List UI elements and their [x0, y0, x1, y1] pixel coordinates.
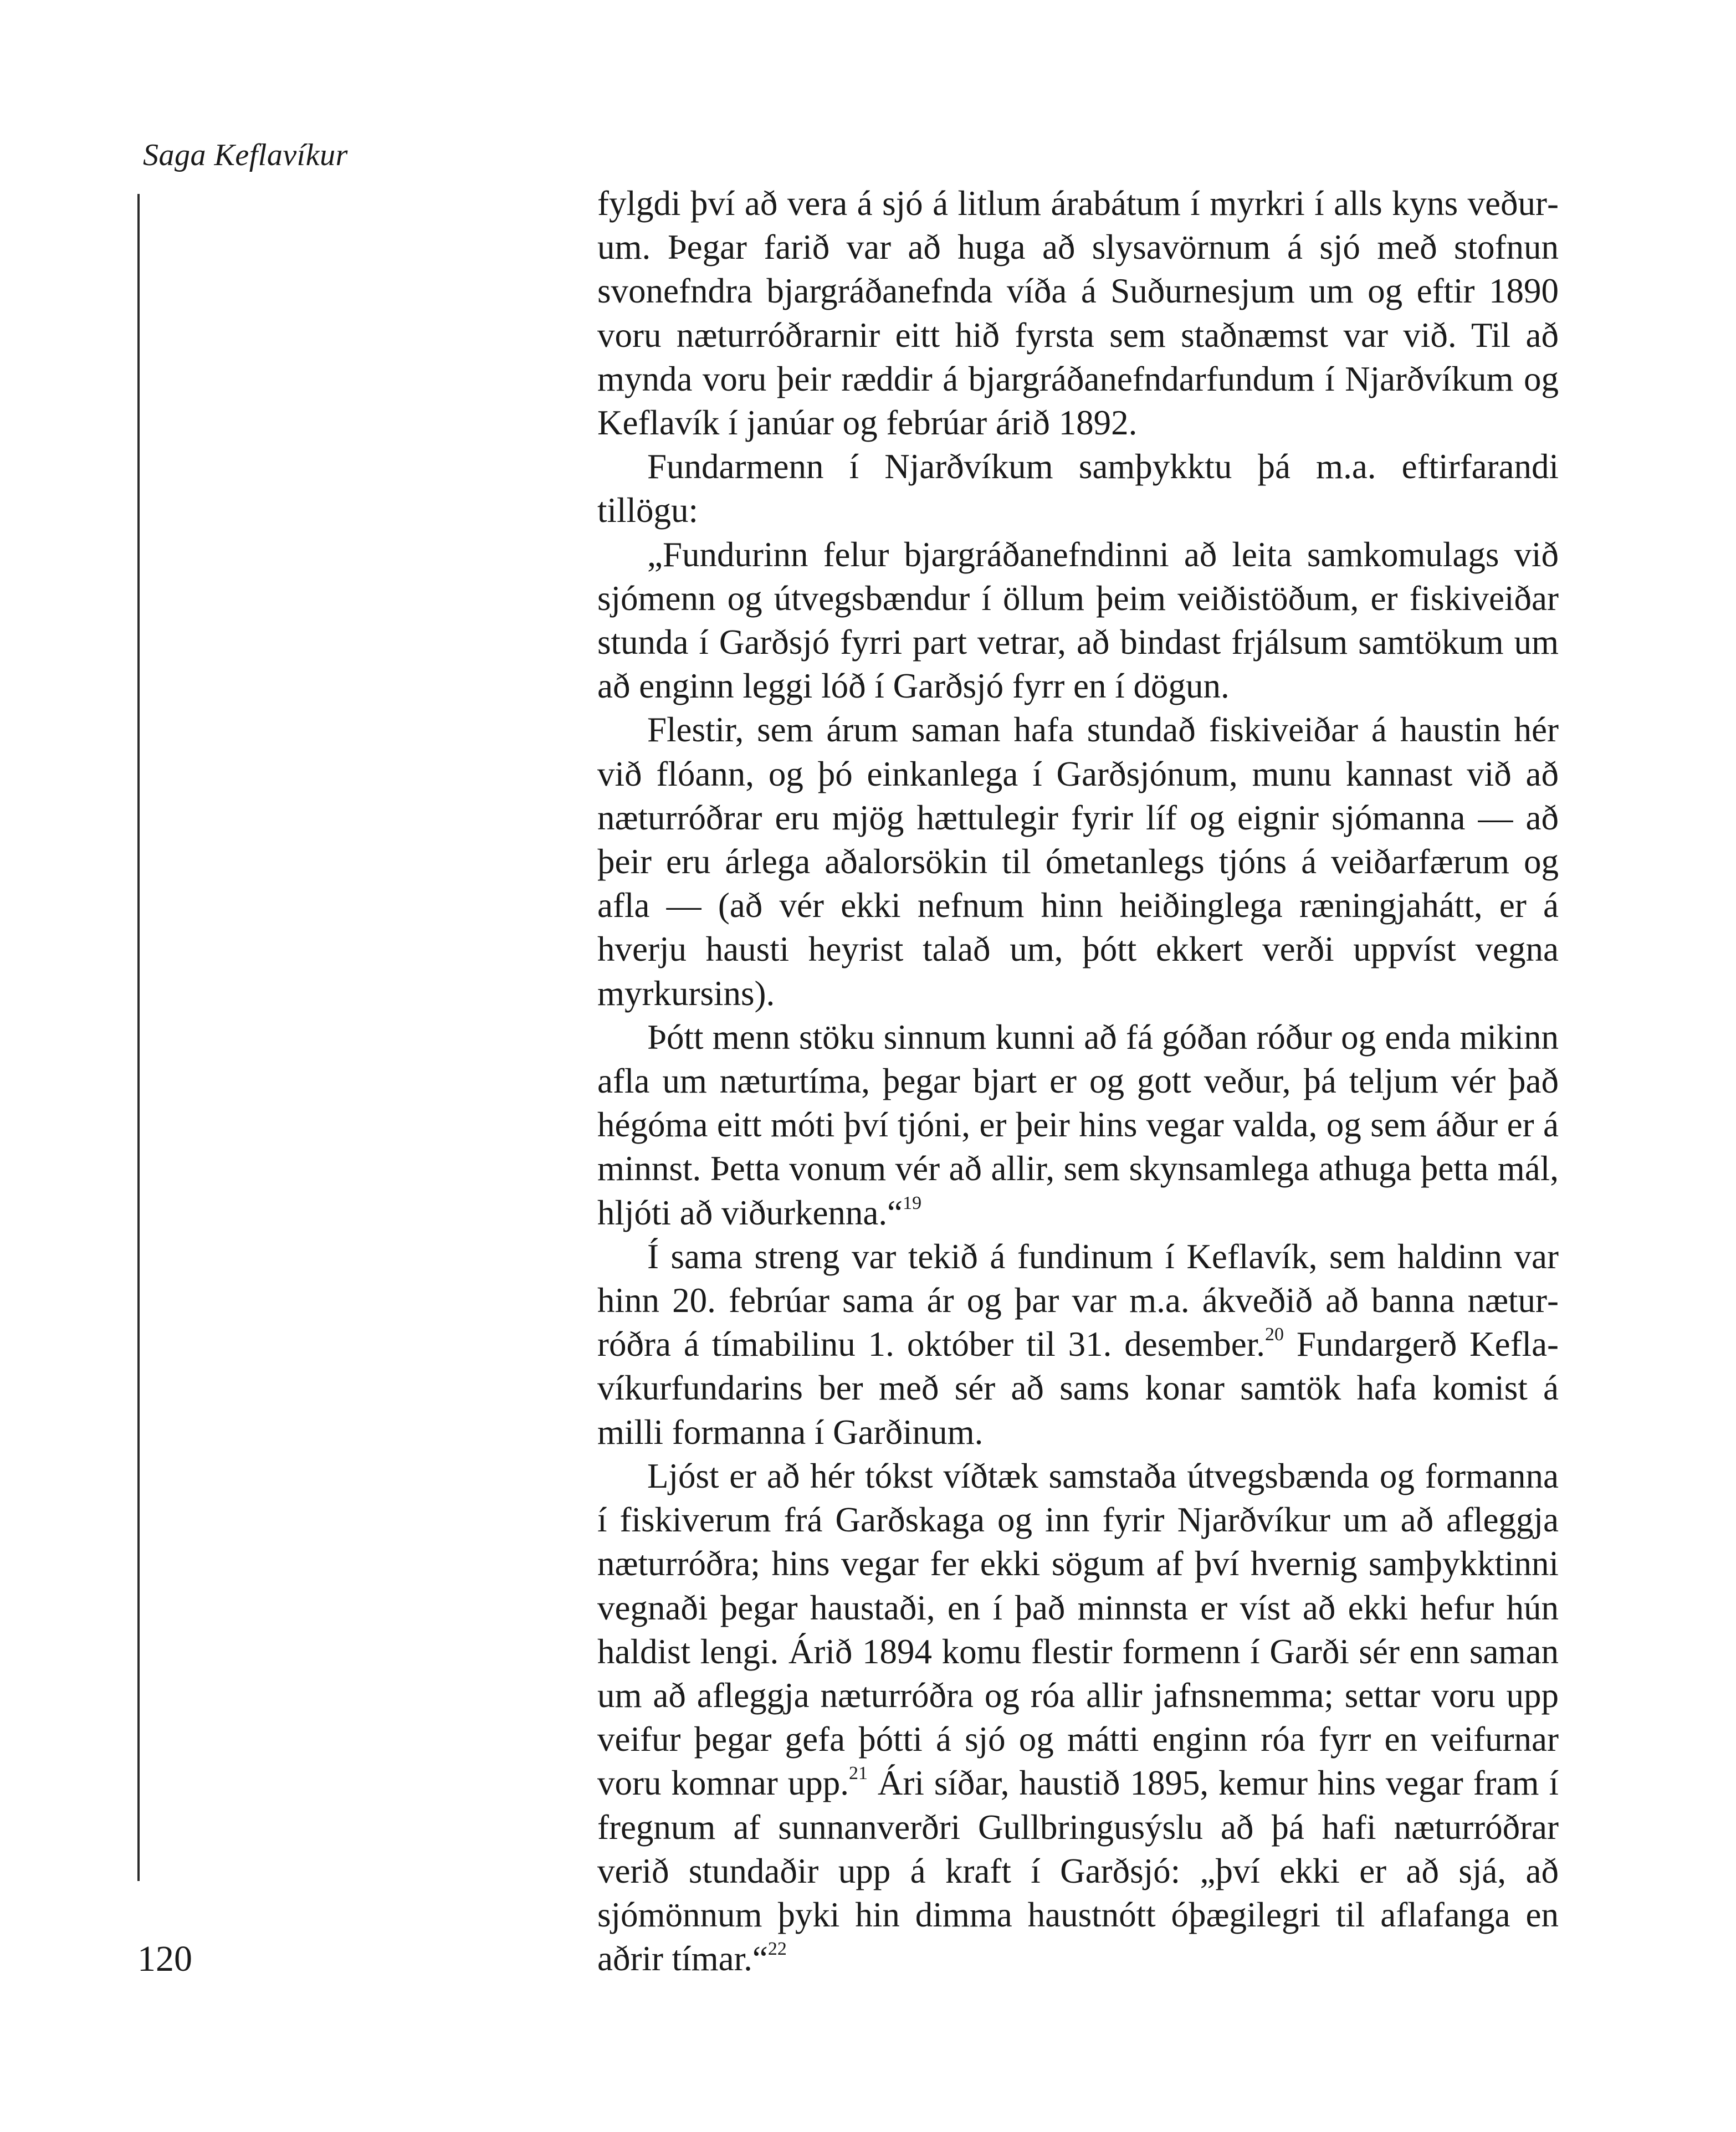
margin-rule [137, 194, 140, 1881]
footnote-ref-20: 20 [1264, 1324, 1284, 1345]
footnote-ref-22: 22 [767, 1939, 787, 1960]
paragraph-4-text-middle: Ári síðar, haustið 1895, kemur hins vegar fram í fregnum af sunnanverðri Gullbringusýslu að þá hafi næturróðrar verið stundaðir upp á kraft í Garðsjó: „því ekki er að sjá, að sjómönnum þyki hin dimma haustnótt óþægilegri til aflafanga en aðrir tímar.“ [597, 1764, 1559, 1979]
paragraph-3-text-after: Fundargerð Keflavíkurfundarins ber með sér að sams konar samtök hafa komist á milli formanna í Garðinum. [597, 1325, 1559, 1452]
paragraph-2: Fundarmenn í Njarðvíkum samþykktu þá m.a. eftirfarandi tillögu: [597, 447, 1559, 530]
paragraph-4-text-before: Ljóst er að hér tókst víðtæk samstaða útvegsbænda og formanna í fiskiverum frá Garðskaga og inn fyrir Njarðvíkur um að afleggja næturróðra; hins vegar fer ekki sögum af því hvernig samþykktinni vegnaði þegar haustaði, en í það minnsta er víst að ekki hefur hún haldist lengi. Árið 1894 komu flestir formenn í Garði sér enn saman um að afleggja næturróðra og róa allir jafnsnemma; settar voru upp veifur þegar gefa þótti á sjó og mátti enginn róa fyrr en veifurnar voru komnar upp. [597, 1456, 1559, 1803]
running-title: Saga Keflavíkur [143, 138, 348, 172]
paragraph-3 [597, 1235, 1559, 1454]
paragraph-1: fylgdi því að vera á sjó á litlum árabátum í myrkri í alls kyns veðurum. Þegar farið var að huga að slysavörnum á sjó með stofnun svonefndra bjargráðanefnda víða á Suðurnesjum um og eftir 1890 voru næturróðrarnir eitt hið fyrsta sem staðnæmst var við. Til að mynda voru þeir ræddir á bjargráðanefndarfundum í Njarðvíkum og Keflavík í janúar og febrúar árið 1892. [597, 184, 1559, 443]
quote-paragraph-2: Flestir, sem árum saman hafa stundað fiskiveiðar á haustin hér við flóann, og þó einkanlega í Garðsjónum, munu kannast við að næturróðrar eru mjög hættulegir fyrir líf og eignir sjómanna — að þeir eru árlega aðalorsökin til ómetanlegs tjóns á veiðarfærum og afla — (að vér ekki nefnum hinn heiðinglega ræningjahátt, er á hverju hausti heyrist talað um, þótt ekkert verði uppvíst vegna myrkursins). [597, 710, 1559, 1013]
footnote-ref-19: 19 [903, 1192, 922, 1213]
quote-paragraph-3-text: Þótt menn stöku sinnum kunni að fá góðan róður og enda mikinn afla um næturtíma, þegar bjart er og gott veður, þá teljum vér það hégóma eitt móti því tjóni, er þeir hins vegar valda, og sem áður er á minnst. Þetta vonum vér að allir, sem skynsamlega athuga þetta mál, hljóti að viðurkenna.“ [597, 1017, 1559, 1232]
page-number: 120 [137, 1939, 192, 1979]
footnote-ref-21: 21 [849, 1763, 868, 1784]
quote-paragraph-3 [597, 1016, 1559, 1235]
paragraph-4 [597, 1454, 1559, 1981]
paragraph-3-text-before: Í sama streng var tekið á fundinum í Keflavík, sem haldinn var hinn 20. febrúar sama ár og þar var m.a. ákveðið að banna næturróðra á tímabilinu 1. október til 31. desember. [597, 1237, 1559, 1364]
quote-paragraph-1: „Fundurinn felur bjargráðanefndinni að leita samkomulags við sjómenn og útvegsbændur í öllum þeim veiðistöðum, er fiskiveiðar stunda í Garðsjó fyrri part vetrar, að bindast frjálsum samtökum um að enginn leggi lóð í Garðsjó fyrr en í dögun. [597, 535, 1559, 706]
body-text [597, 182, 1559, 1981]
